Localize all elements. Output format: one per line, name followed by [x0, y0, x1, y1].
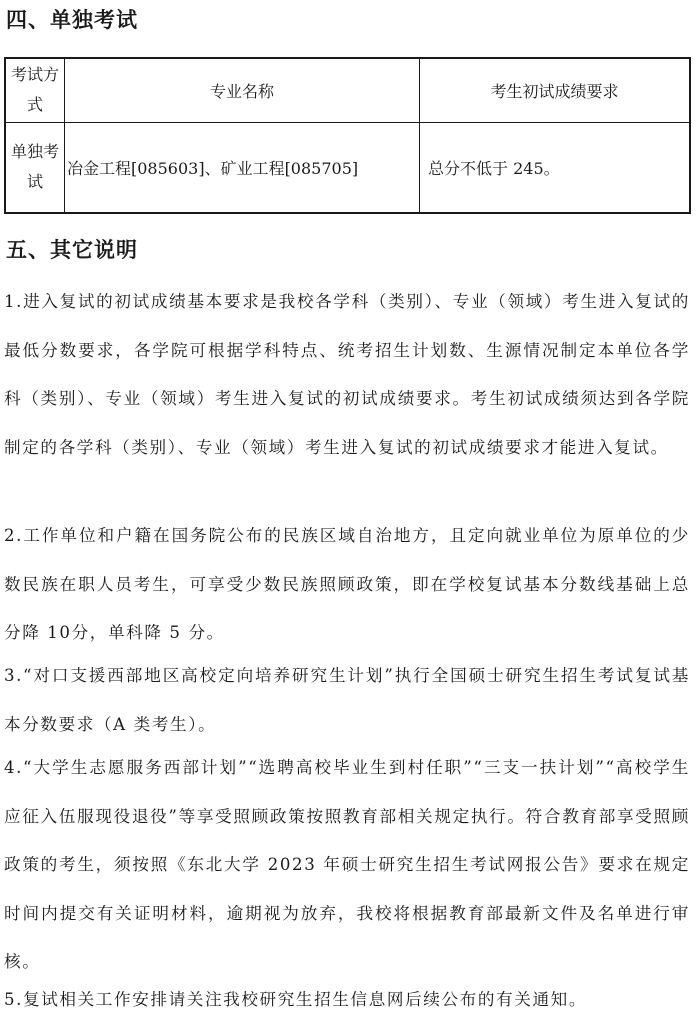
section-heading-other-notes: 五、其它说明 [6, 238, 138, 262]
header-major-name: 专业名称 [65, 58, 420, 122]
header-score-requirement: 考生初试成绩要求 [420, 58, 691, 122]
note-paragraph-4: 4.“大学生志愿服务西部计划”“选聘高校毕业生到村任职”“三支一扶计划”“高校学生应征入伍服现役退役”等享受照顾政策按照教育部相关规定执行。符合教育部享受照顾政策的考生，须按照《东北大学 2023 年硕士研究生招生考试网报公告》要求在规定时间内提交有关证明材料，逾期视为放弃，我校将根据教育部最新文件及名单进行审核。 [4, 758, 690, 972]
table-header-row [5, 58, 690, 122]
note-paragraph-2: 2.工作单位和户籍在国务院公布的民族区域自治地方，且定向就业单位为原单位的少数民族在职人员考生，可享受少数民族照顾政策，即在学校复试基本分数线基础上总分降 10分，单科降 5 分。 [4, 526, 690, 643]
exam-requirements-table [4, 57, 691, 214]
section-heading-individual-exam: 四、单独考试 [6, 8, 138, 32]
header-exam-method: 考试方式 [5, 58, 65, 122]
cell-major-name: 冶金工程[085603]、矿业工程[085705] [65, 122, 420, 213]
cell-exam-method: 单独考试 [5, 122, 65, 213]
note-paragraph-5: 5.复试相关工作安排请关注我校研究生招生信息网后续公布的有关通知。 [4, 990, 588, 1009]
table-row [5, 122, 690, 213]
note-paragraph-3: 3.“对口支援西部地区高校定向培养研究生计划”执行全国硕士研究生招生考试复试基本分数要求（A 类考生）。 [4, 666, 690, 734]
note-paragraph-1: 1.进入复试的初试成绩基本要求是我校各学科（类别）、专业（领域）考生进入复试的最低分数要求，各学院可根据学科特点、统考招生计划数、生源情况制定本单位各学科（类别）、专业（领域）考生进入复试的初试成绩要求。考生初试成绩须达到各学院制定的各学科（类别）、专业（领域）考生进入复试的初试成绩要求才能进入复试。 [4, 292, 690, 457]
cell-score-requirement: 总分不低于 245。 [420, 122, 691, 213]
